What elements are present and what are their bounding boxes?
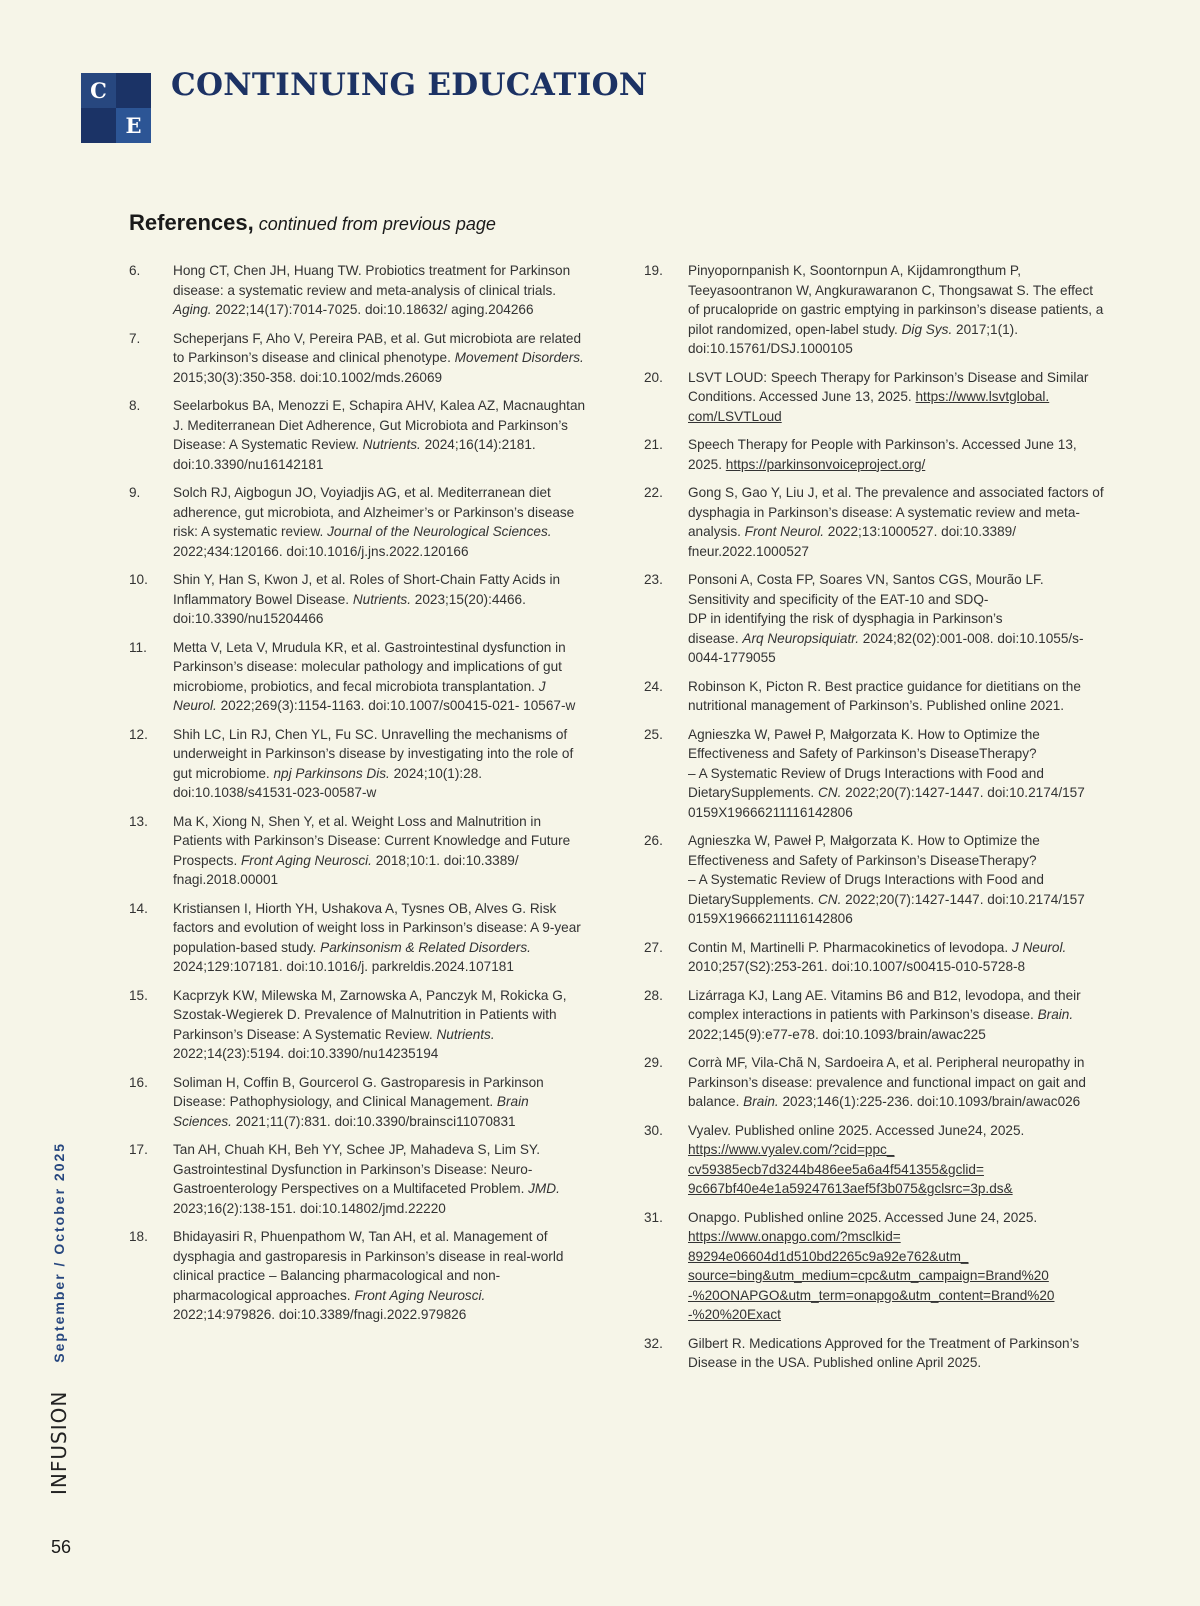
reference-text: Lizárraga KJ, Lang AE. Vitamins B6 and B12, levodopa, and their complex interactions in patients with Parkinson’s disease. Brain. 2022;145(9):e77-e78. doi:10.1093/brain/awac225 <box>688 987 1081 1042</box>
issue-date: September / October 2025 <box>51 1141 67 1363</box>
page-number: 56 <box>51 1537 72 1557</box>
reference-number: 19. <box>644 263 663 278</box>
reference-number: 26. <box>644 833 663 848</box>
reference-item <box>644 725 1106 823</box>
ce-logo-c: C <box>81 73 116 108</box>
reference-number: 32. <box>644 1335 663 1351</box>
reference-text: Soliman H, Coffin B, Gourcerol G. Gastroparesis in Parkinson Disease: Pathophysiology, and Clinical Management. Brain Sciences. 2021;11(7):831. doi:10.3390/brainsci11070831 <box>173 1074 544 1129</box>
reference-item <box>644 831 1106 929</box>
reference-number: 20. <box>644 369 663 385</box>
reference-text: Vyalev. Published online 2025. Accessed June24, 2025. https://www.vyalev.com/?cid=ppc_ cv59385ecb7d3244b486ee5a6a4f541355&gclid= 9c667bf40e4e1a59247613aef5f3b075&gclsrc=3p.ds& <box>688 1122 1025 1196</box>
reference-text: Kristiansen I, Hiorth YH, Ushakova A, Tysnes OB, Alves G. Risk factors and evolution of weight loss in Parkinson’s disease: A 9-year population-based study. Parkinsonism & Related Disorders. 2024;129:107181. doi:10.1016/j. parkreldis.2024.107181 <box>173 900 581 974</box>
reference-item <box>129 812 589 890</box>
reference-number: 14. <box>129 900 148 916</box>
reference-number: 28. <box>644 987 663 1003</box>
reference-item <box>129 1140 589 1218</box>
reference-item <box>129 725 589 803</box>
reference-text: Gong S, Gao Y, Liu J, et al. The prevalence and associated factors of dysphagia in Parkinson’s disease: A systematic review and meta-analysis. Front Neurol. 2022;13:1000527. doi:10.3389/ fneur.2022.1000527 <box>688 485 1104 559</box>
ce-logo-square <box>81 108 116 143</box>
reference-item <box>129 986 589 1064</box>
reference-text: Robinson K, Picton R. Best practice guidance for dietitians on the nutritional management of Parkinson’s. Published online 2021. <box>688 678 1081 713</box>
reference-number: 10. <box>129 572 148 587</box>
reference-number: 23. <box>644 572 663 587</box>
reference-item <box>644 483 1106 561</box>
reference-text: Hong CT, Chen JH, Huang TW. Probiotics treatment for Parkinson disease: a systematic review and meta-analysis of clinical trials. Aging. 2022;14(17):7014-7025. doi:10.18632/ aging.204266 <box>173 263 571 317</box>
reference-item <box>644 1053 1106 1112</box>
reference-item <box>644 261 1106 359</box>
reference-item <box>644 1334 1106 1373</box>
ce-logo-square <box>116 73 151 108</box>
references-heading-label: References, <box>129 210 254 235</box>
reference-number: 24. <box>644 678 663 694</box>
reference-number: 18. <box>129 1229 148 1244</box>
reference-number: 9. <box>129 485 141 500</box>
reference-number: 29. <box>644 1055 663 1070</box>
reference-text: Contin M, Martinelli P. Pharmacokinetics of levodopa. J Neurol. 2010;257(S2):253-261. doi:10.1007/s00415-010-5728-8 <box>688 939 1067 974</box>
reference-text: Seelarbokus BA, Menozzi E, Schapira AHV, Kalea AZ, Macnaughtan J. Mediterranean Diet Adherence, Gut Microbiota and Parkinson’s Disease: A Systematic Review. Nutrients. 2024;16(14):2181. doi:10.3390/nu16142181 <box>173 398 586 472</box>
reference-item <box>644 938 1106 977</box>
reference-number: 7. <box>129 330 141 346</box>
reference-number: 22. <box>644 485 663 500</box>
reference-text: Agnieszka W, Paweł P, Małgorzata K. How to Optimize the Effectiveness and Safety of Parkinson’s DiseaseTherapy? – A Systematic Review of Drugs Interactions with Food and DietarySupplements. CN. 2022;20(7):1427-1447. doi:10.2174/157 0159X19666211116142806 <box>688 726 1085 820</box>
reference-text: Metta V, Leta V, Mrudula KR, et al. Gastrointestinal dysfunction in Parkinson’s disease: molecular pathology and implications of gut microbiome, probiotics, and fecal microbiota transplantation. J Neurol. 2022;269(3):1154-1163. doi:10.1007/s00415-021- 10567-w <box>173 639 576 713</box>
reference-text: LSVT LOUD: Speech Therapy for Parkinson’s Disease and Similar Conditions. Accessed June 13, 2025. https://www.lsvtglobal. com/LSVTLoud <box>688 369 1089 424</box>
reference-number: 16. <box>129 1074 148 1090</box>
reference-item <box>644 435 1106 474</box>
reference-text: Ma K, Xiong N, Shen Y, et al. Weight Loss and Malnutrition in Patients with Parkinson’s Disease: Current Knowledge and Future Prospects. Front Aging Neurosci. 2018;10:1. doi:10.3389/ fnagi.2018.00001 <box>173 813 571 887</box>
reference-text: Corrà MF, Vila-Chã N, Sardoeira A, et al. Peripheral neuropathy in Parkinson’s disease: prevalence and functional impact on gait and balance. Brain. 2023;146(1):225-236. doi:10.1093/brain/awac026 <box>688 1055 1086 1109</box>
reference-item <box>129 899 589 977</box>
reference-text: Shin Y, Han S, Kwon J, et al. Roles of Short-Chain Fatty Acids in Inflammatory Bowel Disease. Nutrients. 2023;15(20):4466. doi:10.3390/nu15204466 <box>173 572 561 626</box>
references-column-right <box>644 261 1106 1382</box>
reference-item <box>129 638 589 716</box>
references-heading <box>129 210 496 236</box>
sidebar-brand <box>47 1142 71 1495</box>
reference-item <box>644 570 1106 668</box>
reference-text: Shih LC, Lin RJ, Chen YL, Fu SC. Unravelling the mechanisms of underweight in Parkinson’s disease by investigating into the role of gut microbiome. npj Parkinsons Dis. 2024;10(1):28. doi:10.1038/s41531-023-00587-w <box>173 726 574 800</box>
reference-item <box>129 483 589 561</box>
references-column-left <box>129 261 589 1334</box>
reference-item <box>129 261 589 320</box>
reference-text: Scheperjans F, Aho V, Pereira PAB, et al. Gut microbiota are related to Parkinson’s disease and clinical phenotype. Movement Disorders. 2015;30(3):350-358. doi:10.1002/mds.26069 <box>173 330 584 385</box>
reference-item <box>129 1227 589 1325</box>
reference-item <box>644 677 1106 716</box>
reference-number: 30. <box>644 1122 663 1138</box>
reference-item <box>644 986 1106 1045</box>
reference-text: Agnieszka W, Paweł P, Małgorzata K. How to Optimize the Effectiveness and Safety of Parkinson’s DiseaseTherapy? – A Systematic Review of Drugs Interactions with Food and DietarySupplements. CN. 2022;20(7):1427-1447. doi:10.2174/157 0159X19666211116142806 <box>688 833 1085 926</box>
reference-number: 17. <box>129 1142 148 1157</box>
reference-number: 27. <box>644 939 663 955</box>
reference-number: 6. <box>129 263 141 278</box>
reference-text: Solch RJ, Aigbogun JO, Voyiadjis AG, et al. Mediterranean diet adherence, gut microbiota, and Alzheimer’s or Parkinson’s disease risk: A systematic review. Journal of the Neurological Sciences. 2022;434:120166. doi:10.1016/j.jns.2022.120166 <box>173 485 575 559</box>
reference-number: 11. <box>129 639 147 655</box>
reference-number: 21. <box>644 437 663 452</box>
reference-item <box>129 1073 589 1132</box>
reference-item <box>129 329 589 388</box>
reference-number: 31. <box>644 1209 663 1225</box>
reference-number: 12. <box>129 726 148 742</box>
reference-text: Pinyopornpanish K, Soontornpun A, Kijdamrongthum P, Teeyasoontranon W, Angkurawaranon C, Thongsawat S. The effect of prucalopride on gastric emptying in parkinson’s disease patients, a pilot randomized, open-label study. Dig Sys. 2017;1(1). doi:10.15761/DSJ.1000105 <box>688 263 1104 356</box>
infusion-logo: INFUSION <box>47 1390 71 1495</box>
section-title: CONTINUING EDUCATION <box>171 67 648 103</box>
reference-number: 8. <box>129 398 141 413</box>
reference-text: Gilbert R. Medications Approved for the Treatment of Parkinson’s Disease in the USA. Published online April 2025. <box>688 1335 1080 1370</box>
reference-item <box>129 570 589 629</box>
reference-number: 25. <box>644 726 663 742</box>
reference-text: Onapgo. Published online 2025. Accessed June 24, 2025. https://www.onapgo.com/?msclkid= 89294e06604d1d510bd2265c9a92e762&utm_ source=bing&utm_medium=cpc&utm_campaign=Brand%20 -%20ONAPGO&utm_term=onapgo&utm_content=Brand%20 -%20%20Exact <box>688 1209 1055 1322</box>
references-heading-continued: continued from previous page <box>258 214 496 234</box>
ce-logo-e: E <box>116 108 151 143</box>
reference-text: Speech Therapy for People with Parkinson’s. Accessed June 13, 2025. https://parkinsonvoiceproject.org/ <box>688 437 1077 472</box>
reference-text: Tan AH, Chuah KH, Beh YY, Schee JP, Mahadeva S, Lim SY. Gastrointestinal Dysfunction in Parkinson’s Disease: Neuro- Gastroenterology Perspectives on a Multifaceted Problem. JMD. 2023;16(2):138-151. doi:10.14802/jmd.22220 <box>173 1142 560 1216</box>
reference-text: Ponsoni A, Costa FP, Soares VN, Santos CGS, Mourão LF. Sensitivity and specificity of the EAT-10 and SDQ- DP in identifying the risk of dysphagia in Parkinson’s disease. Arq Neuropsiquiatr. 2024;82(02):001-008. doi:10.1055/s-0044-1779055 <box>688 572 1084 665</box>
reference-item <box>644 1208 1106 1325</box>
ce-logo <box>81 73 151 143</box>
reference-item <box>644 1121 1106 1199</box>
reference-text: Bhidayasiri R, Phuenpathom W, Tan AH, et al. Management of dysphagia and gastroparesis in Parkinson’s disease in real-world clinical practice – Balancing pharmacological and non-pharmacological approaches. Front Aging Neurosci. 2022;14:979826. doi:10.3389/fnagi.2022.979826 <box>173 1229 564 1322</box>
reference-item <box>644 368 1106 427</box>
reference-number: 15. <box>129 987 148 1003</box>
reference-text: Kacprzyk KW, Milewska M, Zarnowska A, Panczyk M, Rokicka G, Szostak-Wegierek D. Prevalence of Malnutrition in Patients with Parkinson’s Disease: A Systematic Review. Nutrients. 2022;14(23):5194. doi:10.3390/nu14235194 <box>173 987 567 1061</box>
reference-item <box>129 396 589 474</box>
reference-number: 13. <box>129 813 148 829</box>
